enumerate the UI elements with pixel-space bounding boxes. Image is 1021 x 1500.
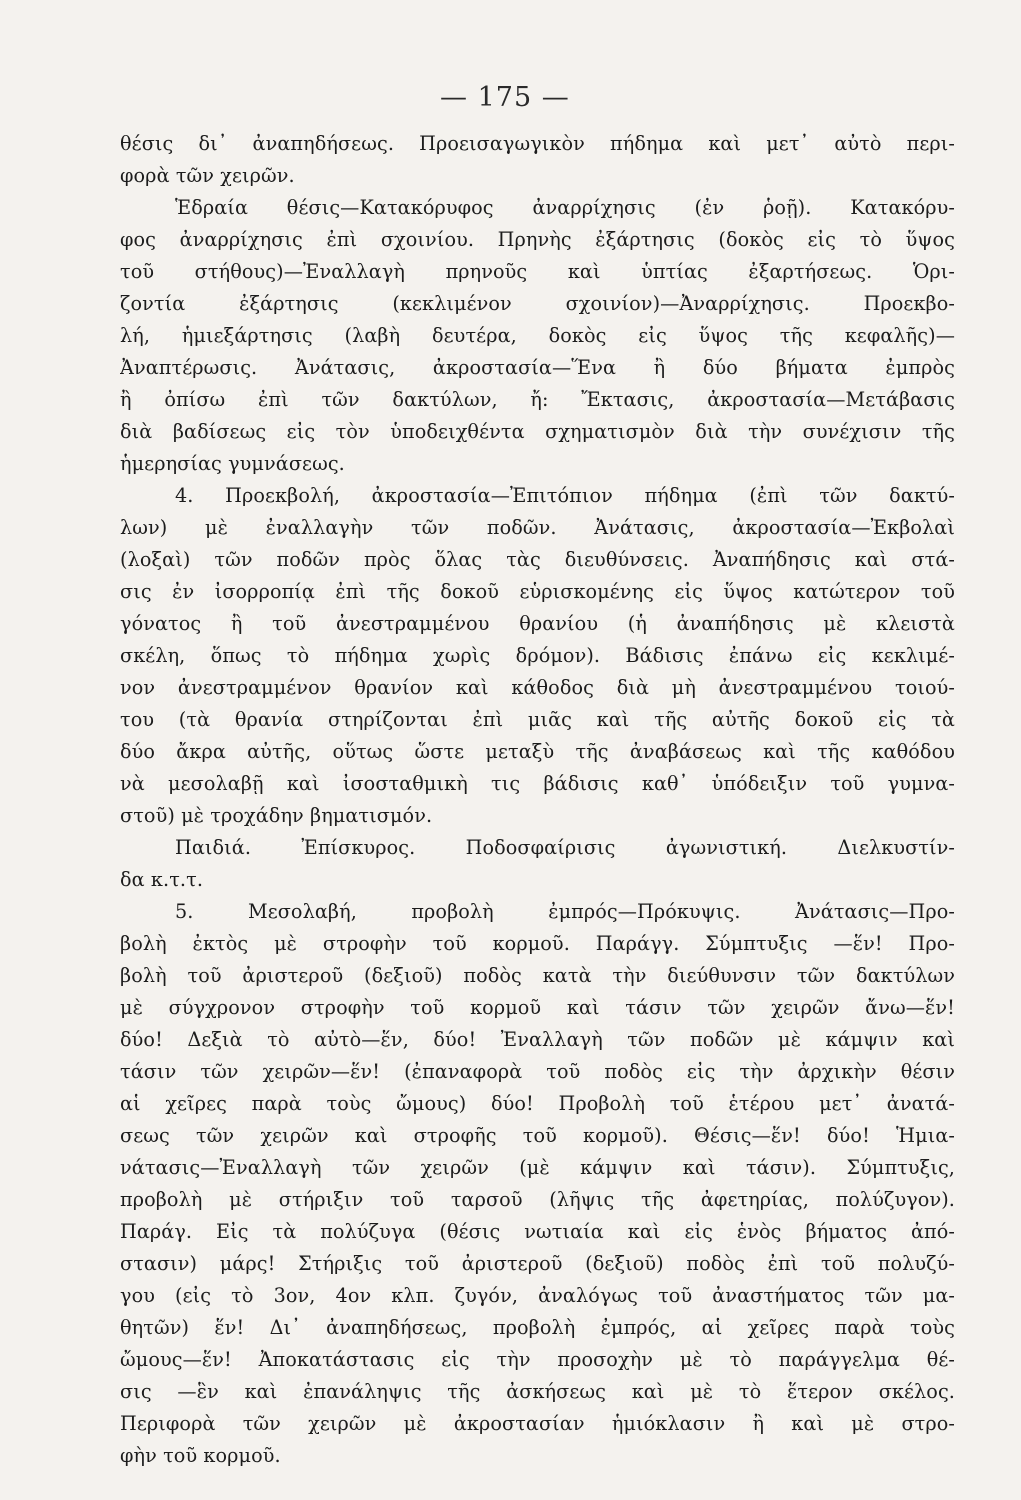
text-line: μὲ σύγχρονον στροφὴν τοῦ κορμοῦ καὶ τάσιν τῶν χειρῶν ἄνω—ἕν! (120, 996, 955, 1019)
text-line: Παράγ. Εἰς τὰ πολύζυγα (θέσις νωτιαία καὶ εἰς ἑνὸς βήματος ἀπό- (120, 1220, 955, 1243)
text-line: λων) μὲ ἐναλλαγὴν τῶν ποδῶν. Ἀνάτασις, ἀκροστασία—Ἐκβολαὶ (120, 516, 955, 539)
text-line: νον ἀνεστραμμένον θρανίον καὶ κάθοδος διὰ μὴ ἀνεστραμμένου τοιού- (120, 676, 955, 699)
text-line: στοῦ) μὲ τροχάδην βηματισμόν. (120, 804, 433, 827)
text-line: φος ἀναρρίχησις ἐπὶ σχοινίου. Πρηνὴς ἐξάρτησις (δοκὸς εἰς τὸ ὕψος (120, 228, 955, 251)
text-line: δύο! Δεξιὰ τὸ αὐτὸ—ἕν, δύο! Ἐναλλαγὴ τῶν ποδῶν μὲ κάμψιν καὶ (120, 1028, 955, 1051)
text-line: γόνατος ἢ τοῦ ἀνεστραμμένου θρανίου (ἡ ἀναπήδησις μὲ κλειστὰ (120, 612, 955, 635)
text-line: θέσις δι᾽ ἀναπηδήσεως. Προεισαγωγικὸν πήδημα καὶ μετ᾽ αὐτὸ περι- (120, 132, 955, 155)
text-line: φορὰ τῶν χειρῶν. (120, 164, 295, 187)
page-number: — 175 — (440, 82, 570, 113)
text-line: τοῦ στήθους)—Ἐναλλαγὴ πρηνοῦς καὶ ὑπτίας ἐξαρτήσεως. Ὁρι- (120, 260, 955, 283)
text-line: φὴν τοῦ κορμοῦ. (120, 1444, 281, 1467)
text-line: ζοντία ἐξάρτησις (κεκλιμένον σχοινίον)—Ἀναρρίχησις. Προεκβο- (120, 292, 955, 315)
text-line: λή, ἡμιεξάρτησις (λαβὴ δευτέρα, δοκὸς εἰς ὕψος τῆς κεφαλῆς)— (120, 324, 955, 347)
text-line: νὰ μεσολαβῇ καὶ ἰσοσταθμικὴ τις βάδισις καθ᾽ ὑπόδειξιν τοῦ γυμνα- (120, 772, 955, 795)
text-line: προβολὴ μὲ στήριξιν τοῦ ταρσοῦ (λῆψις τῆς ἀφετηρίας, πολύζυγον). (120, 1188, 955, 1211)
text-line: δα κ.τ.τ. (120, 868, 204, 891)
text-line: στασιν) μάρς! Στήριξις τοῦ ἀριστεροῦ (δεξιοῦ) ποδὸς ἐπὶ τοῦ πολυζύ- (120, 1252, 955, 1275)
text-line: 4. Προεκβολή, ἀκροστασία—Ἐπιτόπιον πήδημα (ἐπὶ τῶν δακτύ- (175, 484, 955, 507)
text-line: νάτασις—Ἐναλλαγὴ τῶν χειρῶν (μὲ κάμψιν καὶ τάσιν). Σύμπτυξις, (120, 1156, 955, 1179)
text-line: 5. Μεσολαβή, προβολὴ ἐμπρός—Πρόκυψις. Ἀνάτασις—Προ- (175, 900, 955, 923)
text-line: διὰ βαδίσεως εἰς τὸν ὑποδειχθέντα σχηματισμὸν διὰ τὴν συνέχισιν τῆς (120, 420, 955, 443)
text-line: σεως τῶν χειρῶν καὶ στροφῆς τοῦ κορμοῦ). Θέσις—ἕν! δύο! Ἡμια- (120, 1124, 955, 1147)
text-line: σκέλη, ὅπως τὸ πήδημα χωρὶς δρόμον). Βάδισις ἐπάνω εἰς κεκλιμέ- (120, 644, 955, 667)
text-line: Ἑδραία θέσις—Κατακόρυφος ἀναρρίχησις (ἐν ῥοῇ). Κατακόρυ- (175, 196, 955, 219)
text-line: θητῶν) ἕν! Δι᾽ ἀναπηδήσεως, προβολὴ ἐμπρός, αἱ χεῖρες παρὰ τοὺς (120, 1316, 955, 1339)
text-line: σις —ἓν καὶ ἐπανάληψις τῆς ἀσκήσεως καὶ μὲ τὸ ἕτερον σκέλος. (120, 1380, 955, 1403)
text-line: Περιφορὰ τῶν χειρῶν μὲ ἀκροστασίαν ἡμιόκλασιν ἢ καὶ μὲ στρο- (120, 1412, 955, 1435)
page-body-text (120, 128, 955, 1472)
text-line: σις ἐν ἰσορροπίᾳ ἐπὶ τῆς δοκοῦ εὑρισκομένης εἰς ὕψος κατώτερον τοῦ (120, 580, 955, 603)
text-line: αἱ χεῖρες παρὰ τοὺς ὤμους) δύο! Προβολὴ τοῦ ἑτέρου μετ᾽ ἀνατά- (120, 1092, 955, 1115)
text-line: δύο ἄκρα αὐτῆς, οὕτως ὥστε μεταξὺ τῆς ἀναβάσεως καὶ τῆς καθόδου (120, 740, 955, 763)
text-line: του (τὰ θρανία στηρίζονται ἐπὶ μιᾶς καὶ τῆς αὐτῆς δοκοῦ εἰς τὰ (120, 708, 955, 731)
text-line: γου (εἰς τὸ 3ον, 4ον κλπ. ζυγόν, ἀναλόγως τοῦ ἀναστήματος τῶν μα- (120, 1284, 955, 1307)
text-line: βολὴ τοῦ ἀριστεροῦ (δεξιοῦ) ποδὸς κατὰ τὴν διεύθυνσιν τῶν δακτύλων (120, 964, 955, 987)
text-line: τάσιν τῶν χειρῶν—ἕν! (ἐπαναφορὰ τοῦ ποδὸς εἰς τὴν ἀρχικὴν θέσιν (120, 1060, 955, 1083)
text-line: ὤμους—ἕν! Ἀποκατάστασις εἰς τὴν προσοχὴν μὲ τὸ παράγγελμα θέ- (120, 1348, 955, 1371)
text-line: Παιδιά. Ἐπίσκυρος. Ποδοσφαίρισις ἀγωνιστική. Διελκυστίν- (175, 836, 955, 859)
text-line: ἡμερησίας γυμνάσεως. (120, 452, 345, 475)
text-line: βολὴ ἐκτὸς μὲ στροφὴν τοῦ κορμοῦ. Παράγγ. Σύμπτυξις —ἕν! Προ- (120, 932, 955, 955)
text-line: Ἀναπτέρωσις. Ἀνάτασις, ἀκροστασία—Ἕνα ἢ δύο βήματα ἐμπρὸς (120, 356, 955, 379)
text-line: ἢ ὀπίσω ἐπὶ τῶν δακτύλων, ἤ: Ἔκτασις, ἀκροστασία—Μετάβασις (120, 388, 955, 411)
text-line: (λοξαὶ) τῶν ποδῶν πρὸς ὅλας τὰς διευθύνσεις. Ἀναπήδησις καὶ στά- (120, 548, 955, 571)
